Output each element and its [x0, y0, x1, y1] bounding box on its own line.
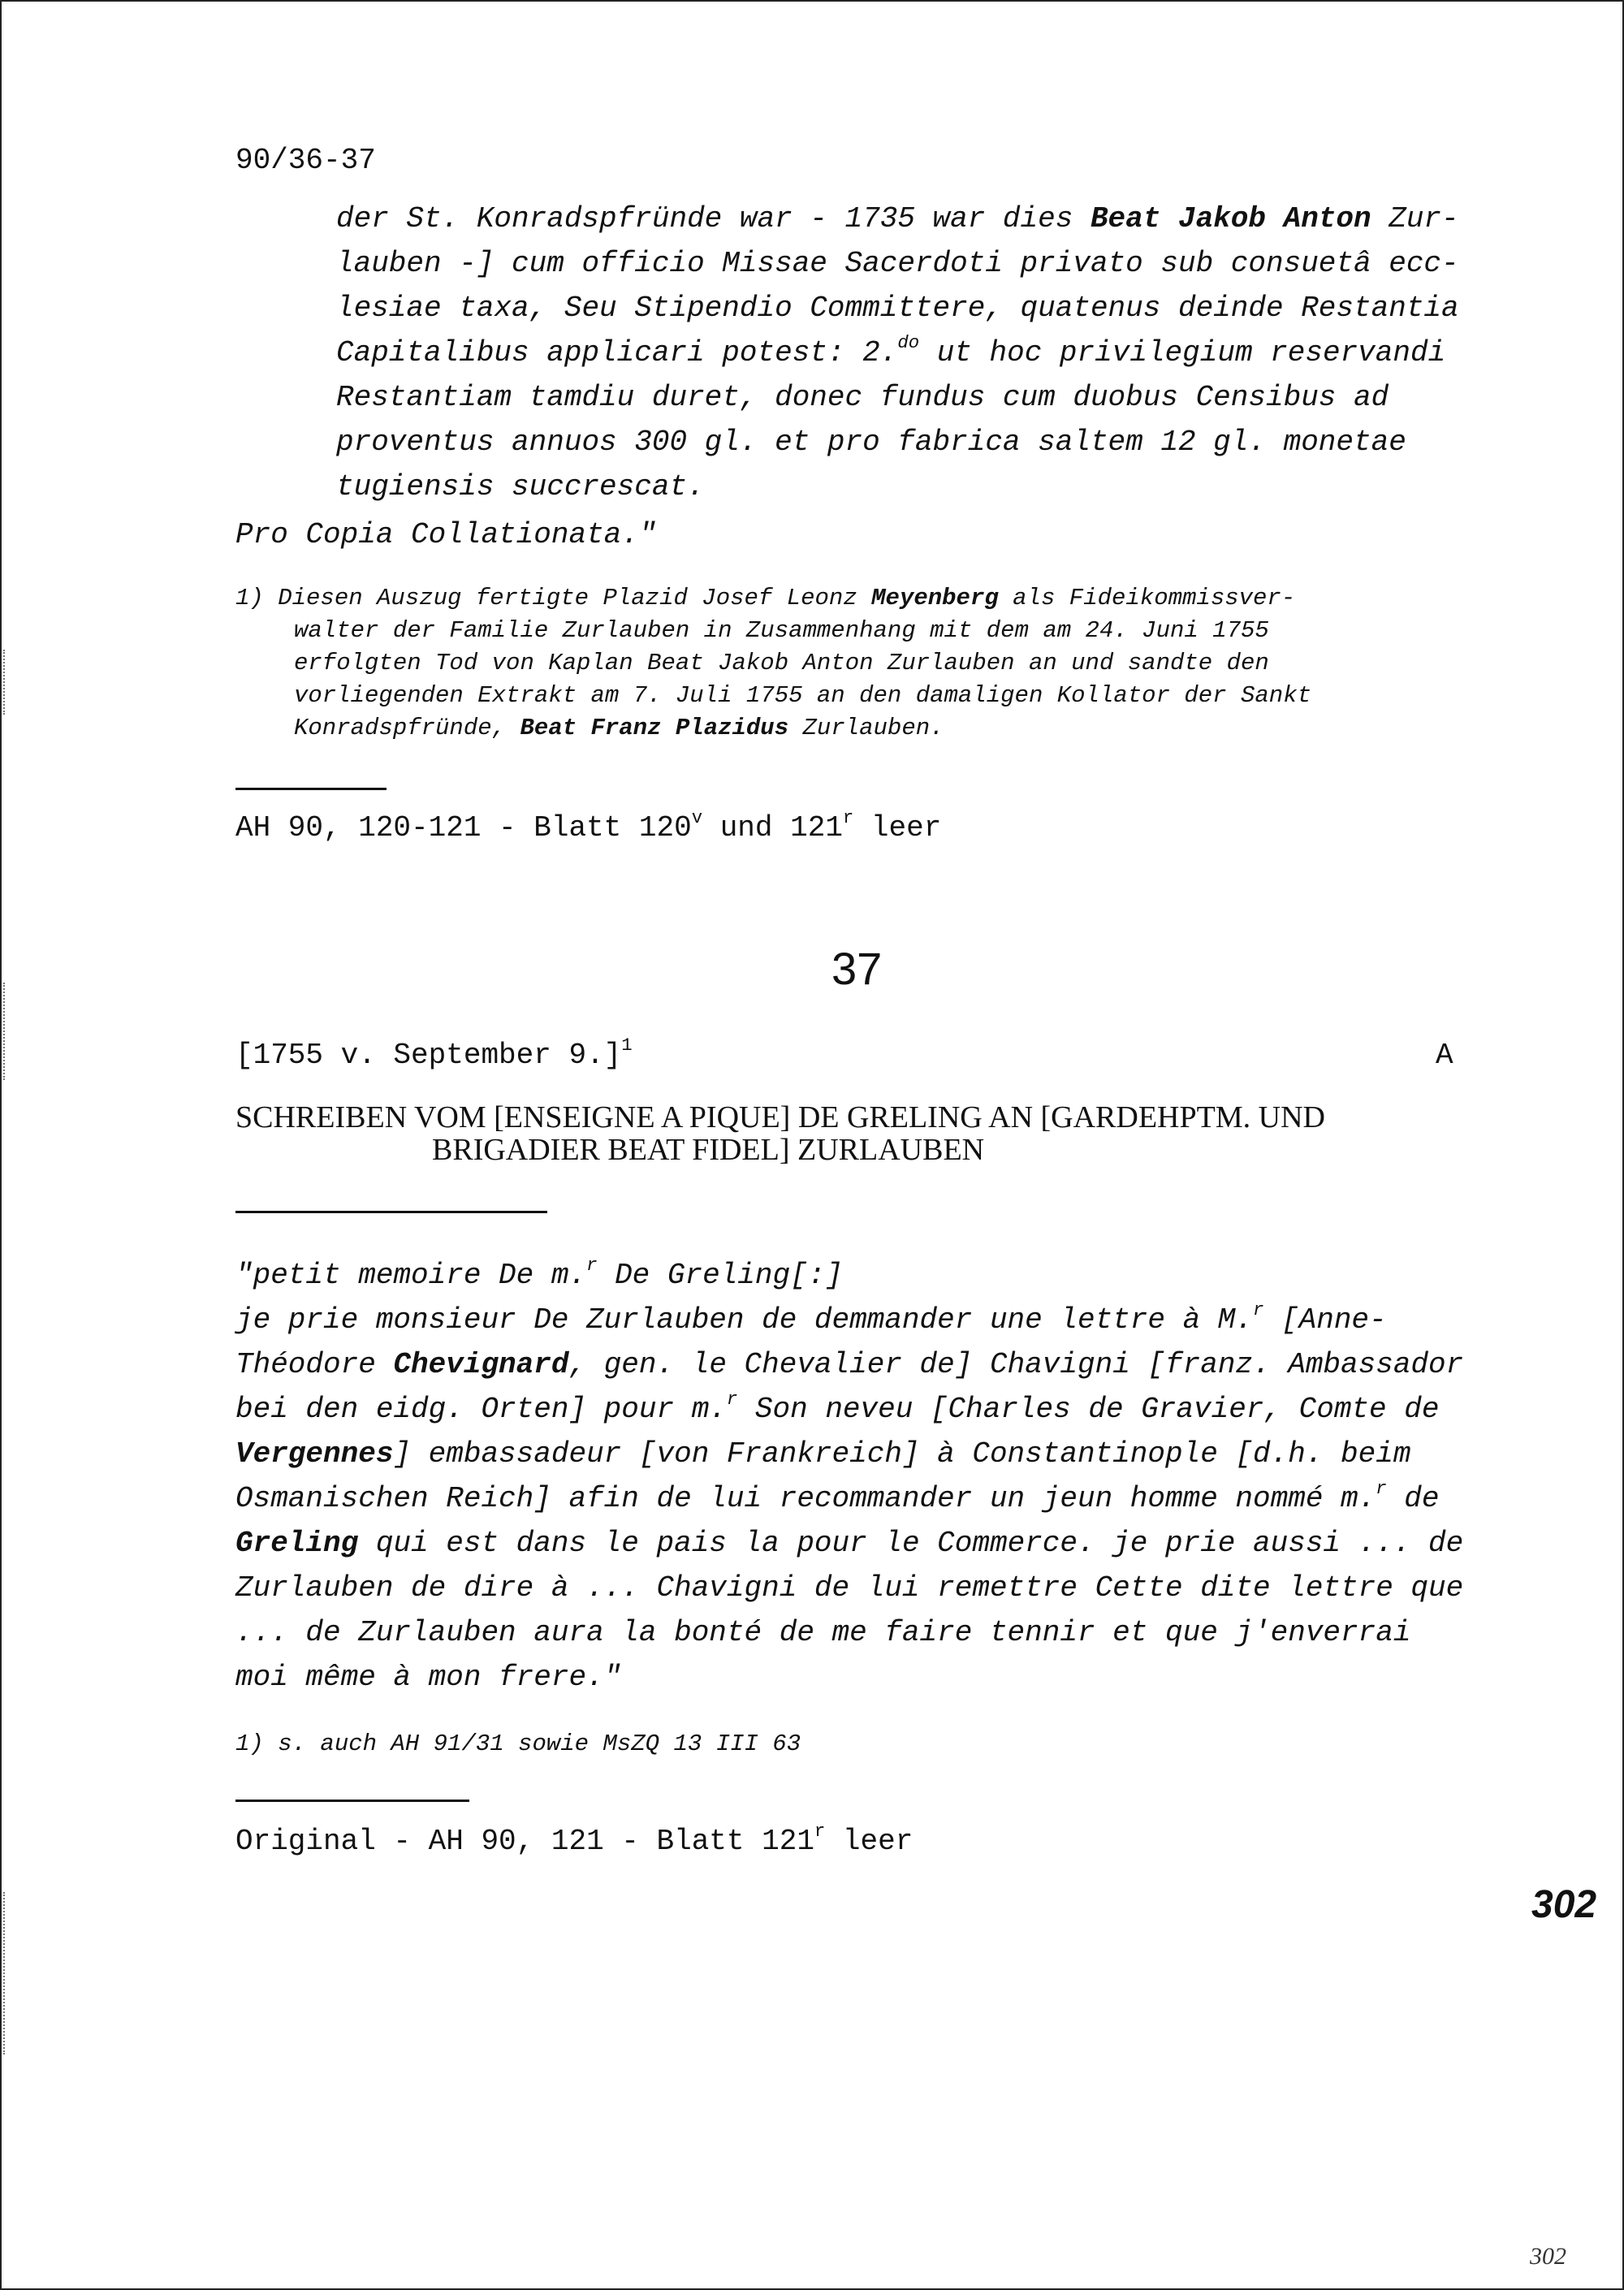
source-line-2: Original - AH 90, 121 - Blatt 121$^r$ leer — [235, 1820, 914, 1858]
page-stamp: 302 — [1531, 1883, 1597, 1926]
scan-mark — [3, 1892, 13, 2055]
document-letter: A — [1436, 1039, 1453, 1072]
title-rule — [235, 1211, 547, 1213]
footnote-2: 1) s. auch AH 91/31 sowie MsZQ 13 III 63 — [235, 1730, 801, 1757]
letter-body: "petit memoire De m.$^r$ De Greling[:] je prie monsieur De Zurlauben de demmander une lettre à M.$^r$ [Anne- Théodore Chevignard, gen. le Chevalier de] Chavigni [franz. Ambassador bei den eidg. Orten] pour m.$^r$ Son neveu [Charles de Gravier, Comte de Vergennes] embassadeur [von Frankreich] à Constantinople [d.h. beim Osmanischen Reich] afin de lui recommander un jeun homme nommé m.$^r$ de Greling qui est dans le pais la pour le Commerce. je prie aussi ... de Zurlauben de dire à ... Chavigni de lui remettre Cette dite lettre que ... de Zurlauben aura la bonté de me faire tennir et que j'enverrai moi même à mon frere." — [235, 1254, 1464, 1694]
document-number: 37 — [831, 943, 883, 994]
pro-copia-line: Pro Copia Collationata." — [235, 518, 657, 551]
footnote-rule — [235, 788, 387, 790]
scan-mark — [3, 650, 13, 715]
source-line-1: AH 90, 120-121 - Blatt 120$^v$ und 121$^r$ leer — [235, 806, 942, 845]
page-stamp-small: 302 — [1530, 2243, 1566, 2270]
footnote-1: 1) Diesen Auszug fertigte Plazid Josef Leonz Meyenberg als Fideikommissver- walter der Familie Zurlauben in Zusammenhang mit dem am 24. Juni 1755 erfolgten Tod von Kaplan Beat Jakob Anton Zurlauben an und sandte den vorliegenden Extrakt am 7. Juli 1755 an den damaligen Kollator der Sankt Konradspfründe, Beat Franz Plazidus Zurlauben. — [235, 585, 1312, 741]
document-title: SCHREIBEN VOM [ENSEIGNE A PIQUE] DE GRELING AN [GARDEHPTM. UND BRIGADIER BEAT FIDEL] ZURLAUBEN — [235, 1100, 1325, 1167]
scan-mark — [3, 983, 13, 1080]
footnote-rule-2 — [235, 1800, 469, 1802]
document-date: [1755 v. September 9.]$^1$ — [235, 1034, 633, 1072]
continuation-text: der St. Konradspfründe war - 1735 war dies Beat Jakob Anton Zur- lauben -] cum officio Missae Sacerdoti privato sub consuetâ ecc- lesiae taxa, Seu Stipendio Committere, quatenus deinde Restantia Capitalibus applicari potest: 2.$^{do}$ ut hoc privilegium reservandi Restantiam tamdiu duret, donec fundus cum duobus Censibus ad proventus annuos 300 gl. et pro fabrica saltem 12 gl. monetae tugiensis succrescat. — [336, 202, 1459, 503]
reference-number: 90/36-37 — [235, 144, 376, 177]
